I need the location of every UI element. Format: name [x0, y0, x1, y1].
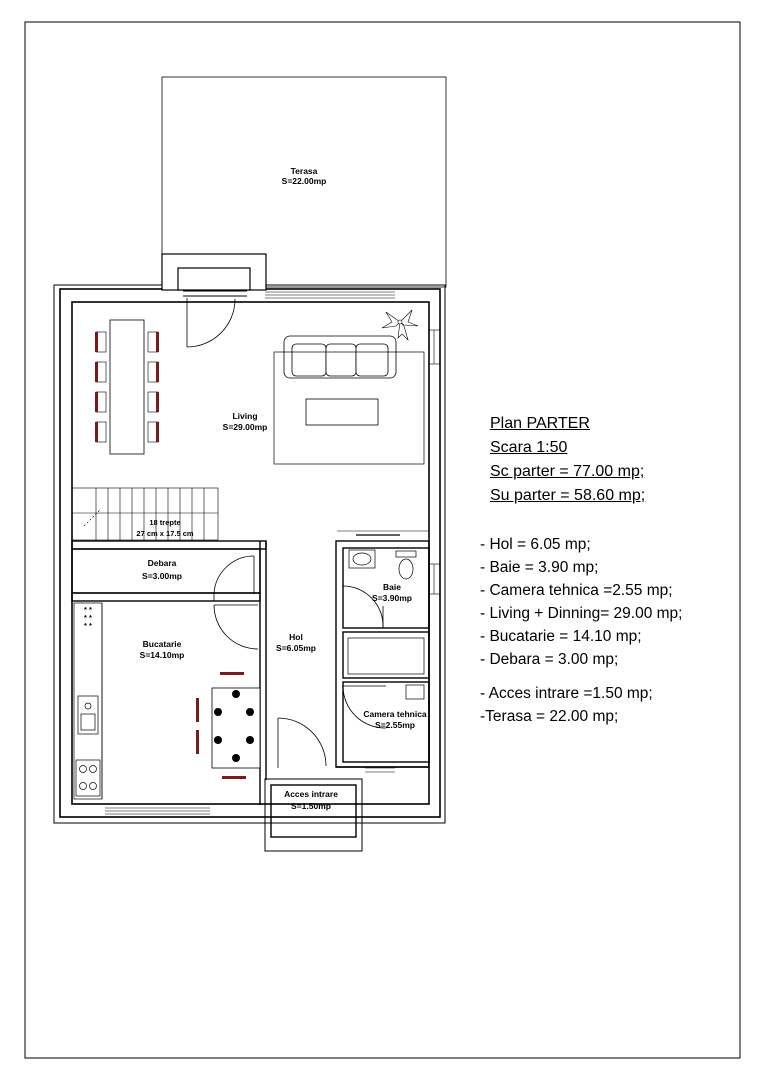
area-item: -Terasa = 22.00 mp;	[480, 708, 619, 725]
area-item: - Baie = 3.90 mp;	[480, 559, 599, 576]
hol-label: Hol	[289, 632, 303, 642]
area-item: - Debara = 3.00 mp;	[480, 651, 619, 668]
stairs-dims: 27 cm x 17.5 cm	[136, 529, 194, 538]
debara-door	[214, 556, 254, 601]
area-gap	[480, 671, 682, 682]
window-right	[429, 330, 440, 594]
sc-parter: Sc parter = 77.00 mp;	[490, 463, 645, 480]
dining-set	[95, 320, 159, 454]
acces-label: Acces intrare	[284, 789, 338, 799]
toilet-icon	[396, 551, 416, 579]
camera-tehnica-label: Camera tehnica	[363, 709, 427, 719]
entrance-door	[278, 718, 326, 768]
debara-area: S=3.00mp	[142, 571, 182, 581]
sink-icon	[349, 550, 375, 568]
plan-legend	[490, 412, 645, 508]
svg-text:* *: * *	[84, 621, 92, 630]
area-item: - Acces intrare =1.50 mp;	[480, 685, 653, 702]
living-area: S=29.00mp	[222, 422, 268, 432]
bucatarie-label: Bucatarie	[142, 639, 182, 649]
terasa-label: Terasa	[290, 166, 318, 176]
plan-title: Plan PARTER	[490, 415, 590, 432]
camera-tehnica-area: S=2.55mp	[375, 720, 415, 730]
coffee-table	[306, 399, 378, 425]
window-bottom	[105, 768, 395, 814]
hol-area: S=6.05mp	[276, 643, 316, 653]
area-item: - Living + Dinning= 29.00 mp;	[480, 605, 683, 622]
sofa	[284, 336, 396, 378]
window-top	[265, 292, 395, 298]
plant-icon	[382, 310, 418, 340]
acces-area: S=1.50mp	[291, 801, 331, 811]
kitchen-table	[196, 672, 260, 779]
su-parter: Su parter = 58.60 mp;	[490, 487, 646, 504]
terrace-door	[187, 298, 235, 347]
bucatarie-area: S=14.10mp	[139, 650, 185, 660]
kitchen-sink-icon	[78, 696, 98, 734]
terasa-area: S=22.00mp	[281, 176, 327, 186]
area-item: - Hol = 6.05 mp;	[480, 536, 591, 553]
baie-label: Baie	[383, 582, 401, 592]
room-areas-list	[480, 533, 682, 728]
debara-label: Debara	[147, 558, 177, 568]
living-label: Living	[232, 411, 258, 421]
fridge-icon	[84, 605, 92, 630]
stairs-label: 18 trepte	[149, 518, 181, 527]
plan-scale: Scara 1:50	[490, 439, 568, 456]
kitchen-door	[214, 605, 258, 649]
stove-icon	[76, 760, 100, 796]
boiler-icon	[406, 685, 424, 699]
shower-icon	[348, 638, 424, 674]
svg-text:* *: * *	[84, 613, 92, 622]
area-item: - Camera tehnica =2.55 mp;	[480, 582, 673, 599]
baie-area: S=3.90mp	[372, 593, 412, 603]
svg-text:* *: * *	[84, 605, 92, 614]
terrace-door-frame	[162, 254, 266, 290]
area-item: - Bucatarie = 14.10 mp;	[480, 628, 642, 645]
